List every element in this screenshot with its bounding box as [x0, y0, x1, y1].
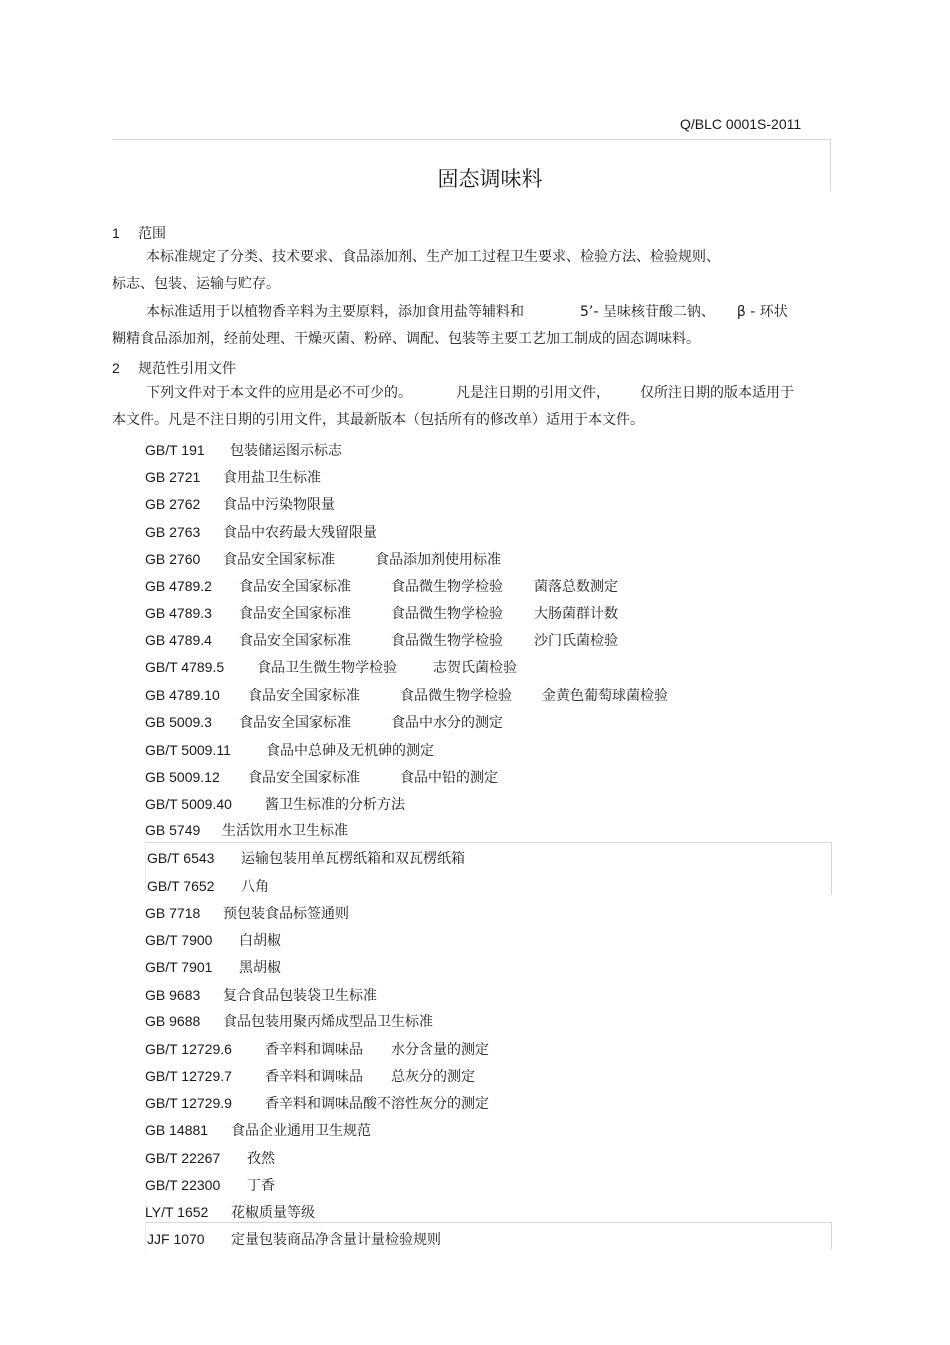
reference-title: 食品安全国家标准: [239, 606, 351, 622]
reference-title: 酱卫生标准的分析方法: [265, 797, 405, 813]
reference-code: GB 14881: [145, 1122, 209, 1138]
reference-title: 食品卫生微生物学检验: [257, 660, 397, 676]
reference-item: [145, 1120, 371, 1140]
section-number: 2: [112, 360, 120, 376]
reference-title: 香辛料和调味品酸不溶性灰分的测定: [265, 1096, 489, 1112]
reference-code: GB/T 5009.11: [145, 742, 231, 758]
reference-item: [145, 1066, 475, 1086]
reference-code: GB 4789.10: [145, 687, 220, 703]
section-1-paragraph-1: [112, 244, 830, 298]
paragraph-line: [112, 299, 830, 326]
reference-title: 食品微生物学检验: [391, 606, 503, 622]
reference-item: [145, 712, 503, 732]
reference-item: [145, 549, 501, 569]
reference-code: GB/T 191: [145, 442, 205, 458]
reference-code: LY/T 1652: [145, 1204, 209, 1220]
reference-title: 食品安全国家标准: [223, 552, 335, 568]
text-run: β - 环状: [736, 304, 788, 320]
reference-item: [145, 903, 349, 923]
section-title: 范围: [138, 226, 166, 242]
reference-title: 孜然: [247, 1151, 275, 1167]
reference-code: GB/T 12729.6: [145, 1041, 232, 1057]
reference-item: [147, 876, 269, 896]
reference-item: [145, 767, 498, 787]
reference-item: [145, 467, 321, 487]
reference-code: GB 5749: [145, 822, 201, 838]
reference-code: GB 4789.3: [145, 605, 212, 621]
section-number: 1: [112, 225, 120, 241]
reference-title: 大肠菌群计数: [534, 606, 618, 622]
reference-title: 总灰分的测定: [391, 1069, 475, 1085]
reference-item: [145, 1039, 489, 1059]
reference-code: GB 5009.3: [145, 714, 212, 730]
reference-item: [145, 603, 618, 623]
reference-code: GB/T 7652: [147, 878, 215, 894]
reference-item: [145, 1202, 315, 1222]
reference-item: [145, 630, 618, 650]
reference-title: 黑胡椒: [239, 960, 281, 976]
reference-item: [145, 1175, 275, 1195]
document-code: Q/BLC 0001S-2011: [680, 116, 802, 132]
reference-title: 食品中水分的测定: [391, 715, 503, 731]
reference-title: 香辛料和调味品: [265, 1042, 363, 1058]
reference-title: 食品包装用聚丙烯成型品卫生标准: [223, 1014, 433, 1030]
reference-code: GB 5009.12: [145, 769, 220, 785]
reference-title: 食品中总砷及无机砷的测定: [266, 743, 434, 759]
reference-title: 预包装食品标签通则: [223, 906, 349, 922]
reference-code: GB/T 12729.7: [145, 1068, 232, 1084]
reference-code: JJF 1070: [147, 1231, 205, 1247]
text-run: 凡是注日期的引用文件，: [456, 385, 610, 401]
reference-code: GB/T 22300: [145, 1177, 221, 1193]
reference-item: [147, 1229, 441, 1249]
text-run: 仅所注日期的版本适用于: [640, 385, 794, 401]
reference-code: GB/T 22267: [145, 1150, 221, 1166]
reference-code: GB/T 7901: [145, 959, 213, 975]
reference-title: 花椒质量等级: [231, 1205, 315, 1221]
reference-item: [145, 985, 377, 1005]
reference-title: 香辛料和调味品: [265, 1069, 363, 1085]
reference-title: 复合食品包装袋卫生标准: [223, 988, 377, 1004]
reference-code: GB/T 7900: [145, 932, 213, 948]
text-run: 本标准适用于以植物香辛料为主要原料，添加食用盐等辅料和: [146, 304, 524, 320]
reference-title: 包装储运图示标志: [230, 443, 342, 459]
reference-item: [145, 440, 342, 460]
paragraph-line: 本文件。凡是不注日期的引用文件，其最新版本（包括所有的修改单）适用于本文件。: [112, 412, 644, 428]
reference-item: [145, 522, 377, 542]
reference-code: GB 9688: [145, 1013, 201, 1029]
reference-title: 沙门氏菌检验: [534, 633, 618, 649]
reference-item: [145, 494, 335, 514]
text-run: 下列文件对于本文件的应用是必不可少的。: [146, 385, 412, 401]
reference-title: 食品中农药最大残留限量: [223, 525, 377, 541]
reference-title: 食品微生物学检验: [391, 579, 503, 595]
reference-title: 食品添加剂使用标准: [375, 552, 501, 568]
section-title: 规范性引用文件: [138, 361, 236, 377]
reference-title: 食品微生物学检验: [400, 688, 512, 704]
reference-title: 定量包装商品净含量计量检验规则: [231, 1232, 441, 1248]
section-2-heading: [112, 358, 236, 378]
reference-item: [145, 957, 281, 977]
reference-item: [145, 576, 618, 596]
text-run: 5’- 呈味核苷酸二钠、: [580, 304, 715, 320]
reference-title: 食品安全国家标准: [248, 770, 360, 786]
reference-title: 水分含量的测定: [391, 1042, 489, 1058]
reference-title: 菌落总数测定: [534, 579, 618, 595]
section-1-paragraph-2: [112, 299, 830, 353]
reference-item: [145, 685, 668, 705]
reference-item: [145, 657, 517, 677]
reference-item: [145, 1148, 275, 1168]
section-2-paragraph: [112, 380, 830, 434]
section-1-heading: [112, 223, 166, 243]
reference-item: [145, 794, 405, 814]
reference-code: GB 9683: [145, 987, 201, 1003]
reference-code: GB/T 5009.40: [145, 796, 232, 812]
reference-code: GB/T 4789.5: [145, 659, 225, 675]
reference-title: 食品安全国家标准: [239, 633, 351, 649]
reference-title: 食品安全国家标准: [248, 688, 360, 704]
reference-item: [145, 1093, 489, 1113]
paragraph-line: 糊精食品添加剂，经前处理、干燥灭菌、粉碎、调配、包装等主要工艺加工制成的固态调味料。: [112, 331, 700, 347]
reference-title: 食品安全国家标准: [239, 579, 351, 595]
header-divider: [112, 139, 830, 140]
reference-code: GB 2760: [145, 551, 201, 567]
reference-code: GB 2763: [145, 524, 201, 540]
reference-title: 食品中污染物限量: [223, 497, 335, 513]
reference-title: 运输包装用单瓦楞纸箱和双瓦楞纸箱: [241, 851, 465, 867]
reference-item: [145, 1011, 433, 1031]
reference-code: GB/T 12729.9: [145, 1095, 232, 1111]
reference-code: GB/T 6543: [147, 850, 215, 866]
reference-item: [145, 930, 281, 950]
reference-code: GB 2721: [145, 469, 201, 485]
reference-code: GB 2762: [145, 496, 201, 512]
paragraph-line: 标志、包装、运输与贮存。: [112, 276, 280, 292]
reference-title: 白胡椒: [239, 933, 281, 949]
reference-title: 生活饮用水卫生标准: [222, 823, 348, 839]
reference-title: 食品企业通用卫生规范: [231, 1123, 371, 1139]
reference-item: [145, 820, 348, 840]
reference-title: 金黄色葡萄球菌检验: [542, 688, 668, 704]
reference-code: GB 7718: [145, 905, 201, 921]
reference-code: GB 4789.4: [145, 632, 212, 648]
paragraph-line: 本标准规定了分类、技术要求、食品添加剂、生产加工过程卫生要求、检验方法、检验规则、: [146, 249, 720, 265]
document-title: 固态调味料: [437, 167, 543, 191]
reference-item: [147, 848, 465, 868]
reference-title: 食品微生物学检验: [391, 633, 503, 649]
reference-item: [145, 740, 434, 760]
reference-title: 志贺氏菌检验: [433, 660, 517, 676]
reference-title: 食用盐卫生标准: [223, 470, 321, 486]
reference-title: 食品中铅的测定: [400, 770, 498, 786]
reference-code: GB 4789.2: [145, 578, 212, 594]
paragraph-line: [112, 380, 830, 407]
reference-title: 食品安全国家标准: [239, 715, 351, 731]
reference-title: 丁香: [247, 1178, 275, 1194]
reference-title: 八角: [241, 879, 269, 895]
